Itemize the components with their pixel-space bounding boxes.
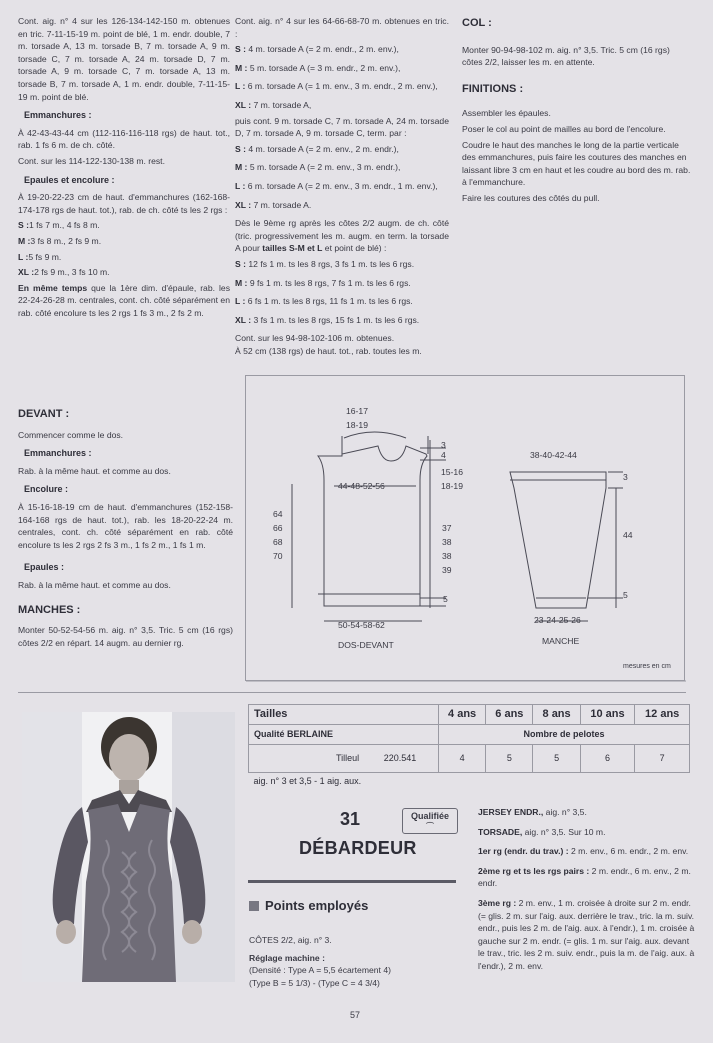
label-shoulder-width: 44-48-52-56 <box>338 481 385 491</box>
size-xl-line: XL :2 fs 9 m., 3 fs 10 m. <box>18 267 110 278</box>
size-l-line: L :5 fs 9 m. <box>18 251 62 262</box>
table-row <box>249 773 690 790</box>
measurement-schema <box>245 375 685 681</box>
separator-rule <box>18 692 686 693</box>
table-header-label: Tailles <box>249 705 439 725</box>
size-m-line: M :3 fs 8 m., 2 fs 9 m. <box>18 235 102 246</box>
label-sleeve-r44: 44 <box>623 530 633 540</box>
child-photo-illustration <box>22 712 235 982</box>
points-list <box>249 934 449 992</box>
column-2 <box>235 15 449 360</box>
heading-devant: DEVANT : <box>18 408 70 420</box>
label-sleeve-top: 38-40-42-44 <box>530 450 577 460</box>
badge-label: Qualifiée <box>410 811 449 821</box>
size-col-3: 8 ans <box>533 705 580 725</box>
count-4: 6 <box>580 745 635 773</box>
end-s: S : 4 m. torsade A (= 2 m. env., 2 m. endr.), <box>235 143 399 154</box>
row-3-line: 3ème rg : 2 m. env., 1 m. croisée à droite sur 2 m. endr. (= glis. 2 m. sur l'aig. aux. derrière le trav., tric. la m. suiv. endr., puis les 2 m. de l'aig. aux. à l'endr.), 1 m. croisée à gauche sur 2 m. endr. (= glis. 1 m. sur l'aig. aux. devant le trav., tric. les 2 m. suiv. endr., puis la m. de l'aig. aux. à l'endr.), 2 m. env. <box>478 897 695 971</box>
count-5: 7 <box>635 745 690 773</box>
end-m: M : 5 m. torsade A (= 2 m. env., 3 m. endr.), <box>235 162 401 173</box>
meme-temps-text: En même temps que la 1ère dim. d'épaule, rab. les 22-24-26-28 m. centrales, cont. ch. côté séparément en rab. côté encolure ts les 2 rgs 1 fs 3 m., 2 fs 2 m. <box>18 282 230 318</box>
epaules-text: À 19-20-22-23 cm de haut. d'emmanchures (162-168-174-178 rgs de haut. tot.), rab. de ch. côté ts les 2 rgs : <box>18 192 230 215</box>
label-r1819: 18-19 <box>441 481 463 491</box>
balls-header: Nombre de pelotes <box>439 725 690 745</box>
densite-2: (Type B = 5 1/3) - (Type C = 4 3/4) <box>249 977 380 988</box>
count-2: 5 <box>486 745 533 773</box>
label-sleeve-r3: 3 <box>623 472 628 482</box>
start-xl: XL : 7 m. torsade A, <box>235 99 312 110</box>
color-name: Tilleul <box>336 753 360 764</box>
label-r38a: 38 <box>442 537 452 547</box>
finitions-2: Poser le col au point de mailles au bord de l'encolure. <box>462 123 666 134</box>
square-bullet-icon <box>249 901 259 911</box>
row-2-line: 2ème rg et ts les rgs pairs : 2 m. endr., 6 m. env., 2 m. endr. <box>478 865 691 889</box>
emmanchures-devant-text: Rab. à la même haut. et comme au dos. <box>18 465 171 476</box>
back-intro: Cont. aig. n° 4 sur les 126-134-142-150 m. obtenues en tric. 7-11-15-19 m. point de blé, 1 m. endr. double, 7 m. torsade A, 13 m. torsade B, 7 m. torsade A, 9 m. torsade C, 7 m. torsade A, 24 m. torsade D, 7 m. torsade A, 9 m. torsade C, 7 m. torsade A, 13 m. torsade B, 7 m. torsade A, 1 m. endr. double, 7-11-15-19 m. point de blé. <box>18 16 230 102</box>
label-l68: 68 <box>273 537 283 547</box>
qualifiee-badge <box>402 808 458 834</box>
cotes-text: CÔTES 2/2, aig. n° 3. <box>249 935 332 945</box>
label-neck-top: 16-17 <box>346 406 368 416</box>
color-cell <box>249 745 439 773</box>
heading-epaules-encolure: Epaules et encolure : <box>24 174 115 185</box>
label-body: DOS-DEVANT <box>338 640 394 650</box>
size-col-5: 12 ans <box>635 705 690 725</box>
start-l: L : 6 m. torsade A (= 1 m. env., 3 m. endr., 2 m. env.), <box>235 81 438 92</box>
heading-finitions: FINITIONS : <box>462 82 524 95</box>
label-l70: 70 <box>273 551 283 561</box>
schema-drawing <box>246 376 686 682</box>
color-ref: 220.541 <box>383 753 417 764</box>
manches-text: Monter 50-52-54-56 m. aig. n° 3,5. Tric. 5 cm (16 rgs) côtes 2/2 en répart. 14 augm. au dernier rg. <box>18 625 233 648</box>
inc-m: M : 9 fs 1 m. ts les 8 rgs, 7 fs 1 m. ts les 6 rgs. <box>235 277 411 288</box>
label-r3: 3 <box>441 440 446 450</box>
label-r5: 5 <box>443 594 448 604</box>
emmanchures-text-1: À 42-43-43-44 cm (112-116-116-118 rgs) de haut. tot., rab. 1 fs 6 m. de ch. côté. <box>18 127 230 151</box>
start-s: S : 4 m. torsade A (= 2 m. endr., 2 m. env.), <box>235 44 399 55</box>
label-bottom-width: 50-54-58-62 <box>338 620 385 630</box>
sleeve-end-1: Cont. sur les 94-98-102-106 m. obtenues. <box>235 333 395 344</box>
page-number: 57 <box>350 1010 361 1020</box>
label-r38b: 38 <box>442 551 452 561</box>
finitions-3: Coudre le haut des manches le long de la partie verticale des emmanchures, puis faire les coutures des manches en laissant libre 3 cm en haut et les coudre au bord des m. rab. à l'emmanchure. <box>462 139 691 188</box>
size-s-line: S :1 fs 7 m., 4 fs 8 m. <box>18 220 100 231</box>
label-sleeve: MANCHE <box>542 636 580 646</box>
end-xl: XL : 7 m. torsade A. <box>235 199 312 210</box>
label-sleeve-bottom: 23-24-25-26 <box>534 615 581 625</box>
inc-s: S : 12 fs 1 m. ts les 8 rgs, 3 fs 1 m. ts les 6 rgs. <box>235 258 415 269</box>
label-r37: 37 <box>442 523 452 533</box>
size-col-1: 4 ans <box>439 705 486 725</box>
model-photo <box>22 712 235 982</box>
label-l64: 64 <box>273 509 283 519</box>
label-r4: 4 <box>441 450 446 460</box>
label-l66: 66 <box>273 523 283 533</box>
emmanchures-text-2: Cont. sur les 114-122-130-138 m. rest. <box>18 155 165 166</box>
label-neck-bottom: 18-19 <box>346 420 368 430</box>
heading-epaules: Epaules : <box>24 562 65 573</box>
increase-text: Dès le 9ème rg après les côtes 2/2 augm. de ch. côté (tric. progressivement les m. augm. en term. la torsade A pour tailles S-M et L et point de blé) : <box>235 218 449 254</box>
size-col-2: 6 ans <box>486 705 533 725</box>
reglage-heading: Réglage machine : <box>249 952 325 963</box>
needles-cell: aig. n° 3 et 3,5 - 1 aig. aux. <box>249 773 690 790</box>
needle-icon: ⌒ <box>426 822 434 831</box>
points-heading: Points employés <box>249 900 368 913</box>
pattern-number: 31 <box>340 809 361 829</box>
pattern-title: DÉBARDEUR <box>299 838 417 858</box>
col-text: Monter 90-94-98-102 m. aig. n° 3,5. Tric. 5 cm (16 rgs) côtes 2/2, laisser les m. en attente. <box>462 44 670 68</box>
heading-emmanchures: Emmanchures : <box>24 110 92 121</box>
heading-col: COL : <box>462 17 492 29</box>
end-l: L : 6 m. torsade A (= 2 m. env., 3 m. endr., 1 m. env.), <box>235 180 438 191</box>
column-1-lower <box>18 402 233 652</box>
yarn-quality: Qualité BERLAINE <box>249 725 439 745</box>
epaules-devant-text: Rab. à la même haut. et comme au dos. <box>18 579 171 590</box>
title-underline <box>248 880 456 883</box>
label-r39: 39 <box>442 565 452 575</box>
table-header-row <box>249 705 690 725</box>
inc-xl: XL : 3 fs 1 m. ts les 8 rgs, 15 fs 1 m. ts les 6 rgs. <box>235 314 420 325</box>
sleeve-end-2: À 52 cm (138 rgs) de haut. tot., rab. toutes les m. <box>235 345 422 356</box>
torsade-line: TORSADE, aig. n° 3,5. Sur 10 m. <box>478 826 606 837</box>
label-units: mesures en cm <box>623 663 671 670</box>
count-3: 5 <box>533 745 580 773</box>
yarn-table <box>248 704 690 790</box>
finitions-4: Faire les coutures des côtés du pull. <box>462 192 600 203</box>
size-col-4: 10 ans <box>580 705 635 725</box>
sleeve-intro: Cont. aig. n° 4 sur les 64-66-68-70 m. obtenues en tric. : <box>235 16 449 39</box>
column-1 <box>18 15 230 322</box>
label-sleeve-r5: 5 <box>623 590 628 600</box>
inc-l: L : 6 fs 1 m. ts les 8 rgs, 11 fs 1 m. ts les 6 rgs. <box>235 296 413 307</box>
heading-emmanchures-devant: Emmanchures : <box>24 448 92 459</box>
encolure-text: À 15-16-18-19 cm de haut. d'emmanchures (152-158-164-168 rgs de haut. tot.), rab. les 18-20-22-24 m. centrales, cont. ch. côté séparément en rab. côté encolure ts les 2 rgs 2 fs 3 m., 1 fs 2 m., 1 fs 1 m. <box>18 501 233 550</box>
puis-text: puis cont. 9 m. torsade C, 7 m. torsade A, 24 m. torsade D, 7 m. torsade A, 9 m. torsade C, term. par : <box>235 115 449 139</box>
row-1-line: 1er rg (endr. du trav.) : 2 m. env., 6 m. endr., 2 m. env. <box>478 846 689 857</box>
table-row <box>249 725 690 745</box>
table-row <box>249 745 690 773</box>
devant-text: Commencer comme le dos. <box>18 429 124 440</box>
column-4 <box>478 806 696 976</box>
jersey-line: JERSEY ENDR., aig. n° 3,5. <box>478 807 587 817</box>
label-r1516: 15-16 <box>441 467 463 477</box>
heading-manches: MANCHES : <box>18 603 81 616</box>
heading-encolure: Encolure : <box>24 484 69 495</box>
column-3 <box>462 15 692 208</box>
finitions-1: Assembler les épaules. <box>462 108 551 119</box>
start-m: M : 5 m. torsade A (= 3 m. endr., 2 m. env.), <box>235 62 401 73</box>
count-1: 4 <box>439 745 486 773</box>
densite-1: (Densité : Type A = 5,5 écartement 4) <box>249 965 391 976</box>
